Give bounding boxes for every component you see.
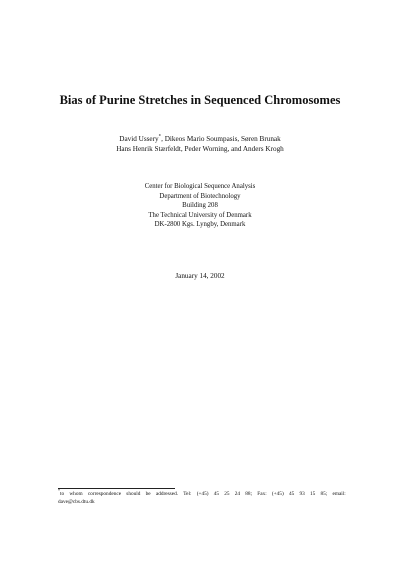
footnote-word: (+45) — [271, 491, 284, 497]
footnote-line-1 — [58, 488, 346, 499]
affiliation-block — [0, 182, 400, 230]
footnote-word: 25 — [224, 491, 230, 497]
footnote-word: 15 — [309, 491, 316, 497]
footnote-divider — [58, 488, 175, 489]
paper-title: Bias of Purine Stretches in Sequenced Chromosomes — [59, 93, 341, 107]
footnote-word: 45 — [213, 491, 220, 497]
footnote-word: (+45) — [196, 491, 209, 497]
footnote-word: addressed. — [155, 491, 179, 497]
footnote-word-text: to — [60, 491, 65, 497]
footnote-word: Tel: — [183, 491, 192, 497]
affiliation-line: Building 208 — [182, 202, 218, 210]
footnote — [58, 488, 346, 506]
affiliation-line: Center for Biological Sequence Analysis — [144, 183, 256, 190]
footnote-word: 88; — [245, 491, 253, 497]
affiliation-line: DK-2800 Kgs. Lyngby, Denmark — [154, 221, 246, 229]
affiliation-line: Department of Biotechnology — [159, 192, 241, 200]
correspondence-marker: * — [158, 134, 162, 140]
footnote-word: 85; — [320, 491, 328, 497]
footnote-word: Fax: — [257, 491, 267, 497]
author-line-2: Hans Henrik Stærfeldt, Peder Worning, and Anders Krogh — [116, 145, 284, 153]
author-names-rest: , Dikeos Mario Soumpasis, Søren Brunak — [161, 135, 281, 143]
author-list — [0, 134, 400, 154]
footnote-word: 45 — [288, 491, 295, 497]
author-line-1 — [0, 134, 400, 144]
footnote-word: whom — [69, 491, 83, 497]
footnote-word — [58, 488, 65, 499]
author-name-first: David Ussery — [119, 135, 159, 143]
footnote-word: 93 — [299, 491, 305, 497]
affiliation-line: The Technical University of Denmark — [148, 211, 252, 219]
paper-date: January 14, 2002 — [175, 272, 225, 280]
footnote-email: dave@cbs.dtu.dk — [58, 498, 95, 505]
footnote-word: be — [145, 491, 151, 497]
footnote-word: 24 — [234, 491, 241, 497]
footnote-word: should — [126, 491, 141, 497]
footnote-marker: * — [58, 488, 60, 494]
footnote-word: email: — [332, 491, 346, 497]
footnote-word: correspondence — [87, 491, 122, 497]
